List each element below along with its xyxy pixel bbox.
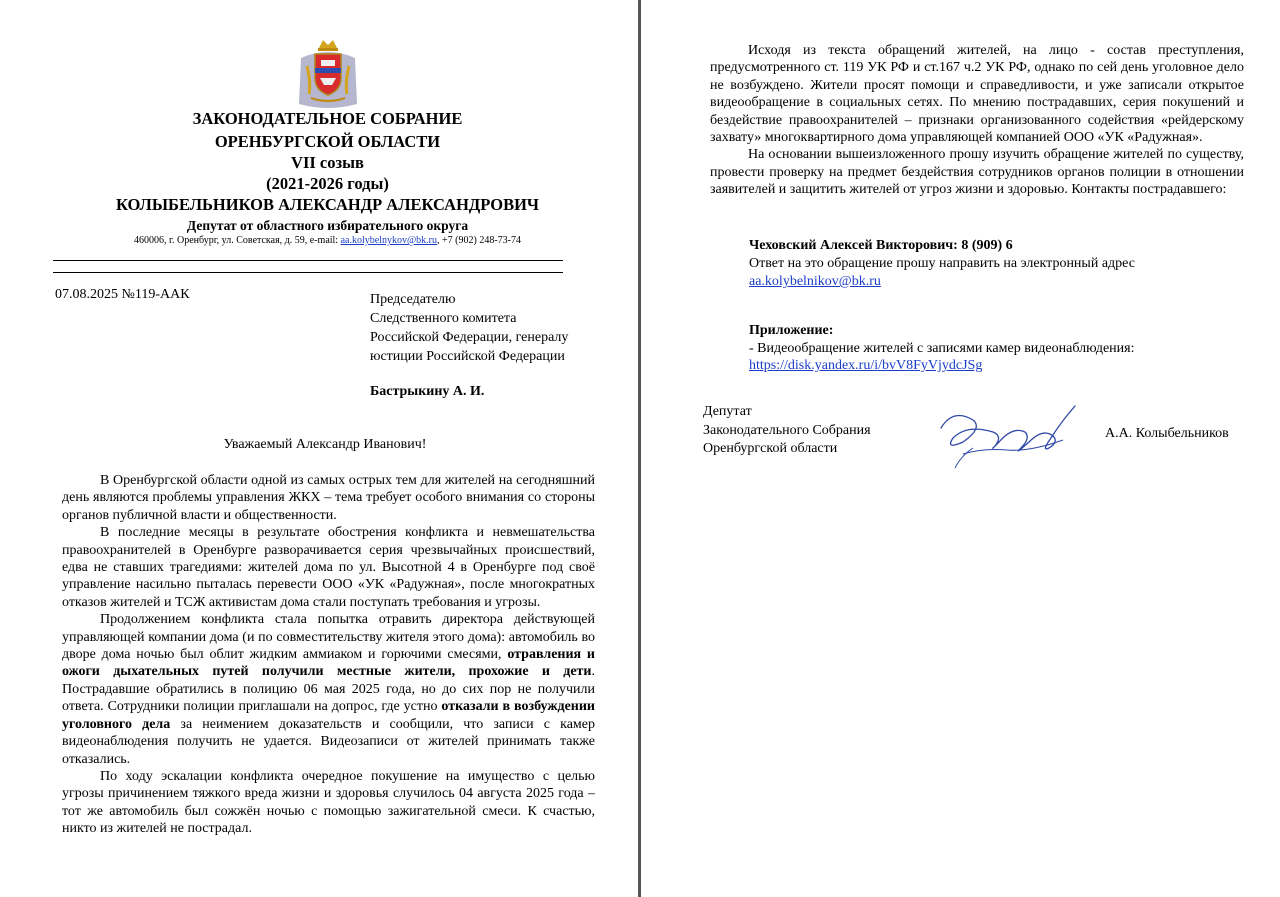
signatory-title-line: Законодательного Собрания bbox=[703, 422, 871, 438]
header-rule-top bbox=[53, 260, 563, 261]
convocation-years: (2021-2026 годы) bbox=[266, 174, 389, 193]
paragraph: В последние месяцы в результате обострения конфликта и невмешательства правоохранителей в Оренбурге разворачивается серия чрезвычайных происшествий, едва не ставших трагедиями: жителей дома по ул. Высотной 4 в Оренбурге под своё управление насильно пыталась перевести ООО «УК «Радужная», после многократных отказов жителей и ТСЖ активистам дома стали поступать требования и угрозы. bbox=[62, 525, 595, 610]
letter-body-part1 bbox=[62, 472, 595, 838]
handwritten-signature-icon bbox=[933, 398, 1083, 470]
bold-text-run: отравления и ожоги дыхательных путей получили местные жители, прохожие и дети bbox=[62, 647, 595, 680]
paragraph: На основании вышеизложенного прошу изучить обращение жителей по существу, провести проверку на предмет бездействия сотрудников органов полиции в отношении заявителей и защитить жителей от угроз жизни и здоровью. Контакты пострадавшего: bbox=[710, 147, 1244, 198]
coat-of-arms-icon bbox=[297, 38, 359, 110]
header-rule-bottom bbox=[53, 272, 563, 273]
reply-email-link[interactable]: aa.kolybelnikov@bk.ru bbox=[749, 274, 881, 289]
addressee-line: Российской Федерации, генералу bbox=[370, 330, 569, 345]
addressee-line: Следственного комитета bbox=[370, 311, 517, 326]
attachment-link[interactable]: https://disk.yandex.ru/i/bvV8FyVjydcJSg bbox=[749, 358, 983, 373]
org-name-line1: ЗАКОНОДАТЕЛЬНОЕ СОБРАНИЕ bbox=[192, 109, 463, 128]
paragraph: По ходу эскалации конфликта очередное покушение на имущество с целью угрозы причинением тяжкого вреда жизни и здоровья случилось 04 августа 2025 года – тот же автомобиль был сожжён ночью с помощью зажигательной смеси. К счастью, никто из жителей не пострадал. bbox=[62, 768, 595, 837]
text-run: за неимением доказательств и сообщили, что записи с камер видеонаблюдения получить не удается. Видеозаписи от жителей принимать также отказались. bbox=[62, 716, 595, 767]
address-text: 460006, г. Оренбург, ул. Советская, д. 59, e-mail: bbox=[134, 235, 341, 246]
reply-request: Ответ на это обращение прошу направить на электронный адрес bbox=[749, 256, 1135, 271]
phone-text: , +7 (902) 248-73-74 bbox=[437, 235, 521, 246]
text-run: . Пострадавшие обратились в полицию 06 мая 2025 года, но до сих пор не получили ответа. Сотрудники полиции приглашали на допрос, где устно bbox=[62, 664, 595, 715]
paragraph bbox=[62, 611, 595, 768]
header-email-link[interactable]: aa.kolybelnykov@bk.ru bbox=[340, 235, 438, 246]
document-number: 07.08.2025 №119-ААК bbox=[55, 287, 190, 302]
victim-contact: Чеховский Алексей Викторович: 8 (909) 6 bbox=[749, 238, 1013, 253]
signatory-name: А.А. Колыбельников bbox=[1105, 426, 1229, 441]
letter-body-part2 bbox=[710, 42, 1244, 199]
text-run: Продолжением конфликта стала попытка отравить директора действующей управляющей компании дома (и по совместительству жителя этого дома): автомобиль во дворе дома ночью был облит жидким аммиаком и горючими смесями, bbox=[62, 612, 595, 663]
addressee-line: Председателю bbox=[370, 292, 456, 307]
bold-text-run: отказали в возбуждении уголовного дела bbox=[62, 699, 596, 732]
deputy-role: Депутат от областного избирательного округа bbox=[186, 218, 469, 233]
convocation: VII созыв bbox=[291, 153, 364, 172]
org-name-line2: ОРЕНБУРГСКОЙ ОБЛАСТИ bbox=[214, 132, 441, 151]
addressee-block bbox=[370, 290, 620, 366]
letter-page-1 bbox=[0, 0, 638, 897]
signatory-title-line: Депутат bbox=[703, 404, 752, 419]
addressee-name: Бастрыкину А. И. bbox=[370, 384, 485, 399]
paragraph: Исходя из текста обращений жителей, на лицо - состав преступления, предусмотренного ст. 119 УК РФ и ст.167 ч.2 УК РФ, однако по сей день уголовное дело не возбуждено. Жители просят помощи и справедливости, и уже записали открытое видеообращение в социальных сетях. По мнению пострадавших, серия покушений и бездействие правоохранителей – признаки организованного содействия «рейдерскому захвату» многоквартирного дома управляющей компанией ООО «УК «Радужная». bbox=[710, 43, 1244, 146]
signatory-title-line: Оренбургской области bbox=[703, 441, 838, 456]
addressee-line: юстиции Российской Федерации bbox=[370, 349, 565, 364]
contact-line bbox=[55, 234, 600, 247]
salutation: Уважаемый Александр Иванович! bbox=[223, 437, 427, 452]
letter-page-2 bbox=[641, 0, 1280, 897]
attachment-description: - Видеообращение жителей с записями камер видеонаблюдения: bbox=[749, 341, 1135, 356]
attachment-title: Приложение: bbox=[749, 323, 834, 338]
paragraph: В Оренбургской области одной из самых острых тем для жителей на сегодняшний день являются проблемы управления ЖКХ – тема требует особого внимания со стороны органов публичной власти и общественности. bbox=[62, 473, 595, 523]
deputy-name: КОЛЫБЕЛЬНИКОВ АЛЕКСАНДР АЛЕКСАНДРОВИЧ bbox=[115, 195, 540, 214]
signatory-title bbox=[703, 403, 871, 459]
